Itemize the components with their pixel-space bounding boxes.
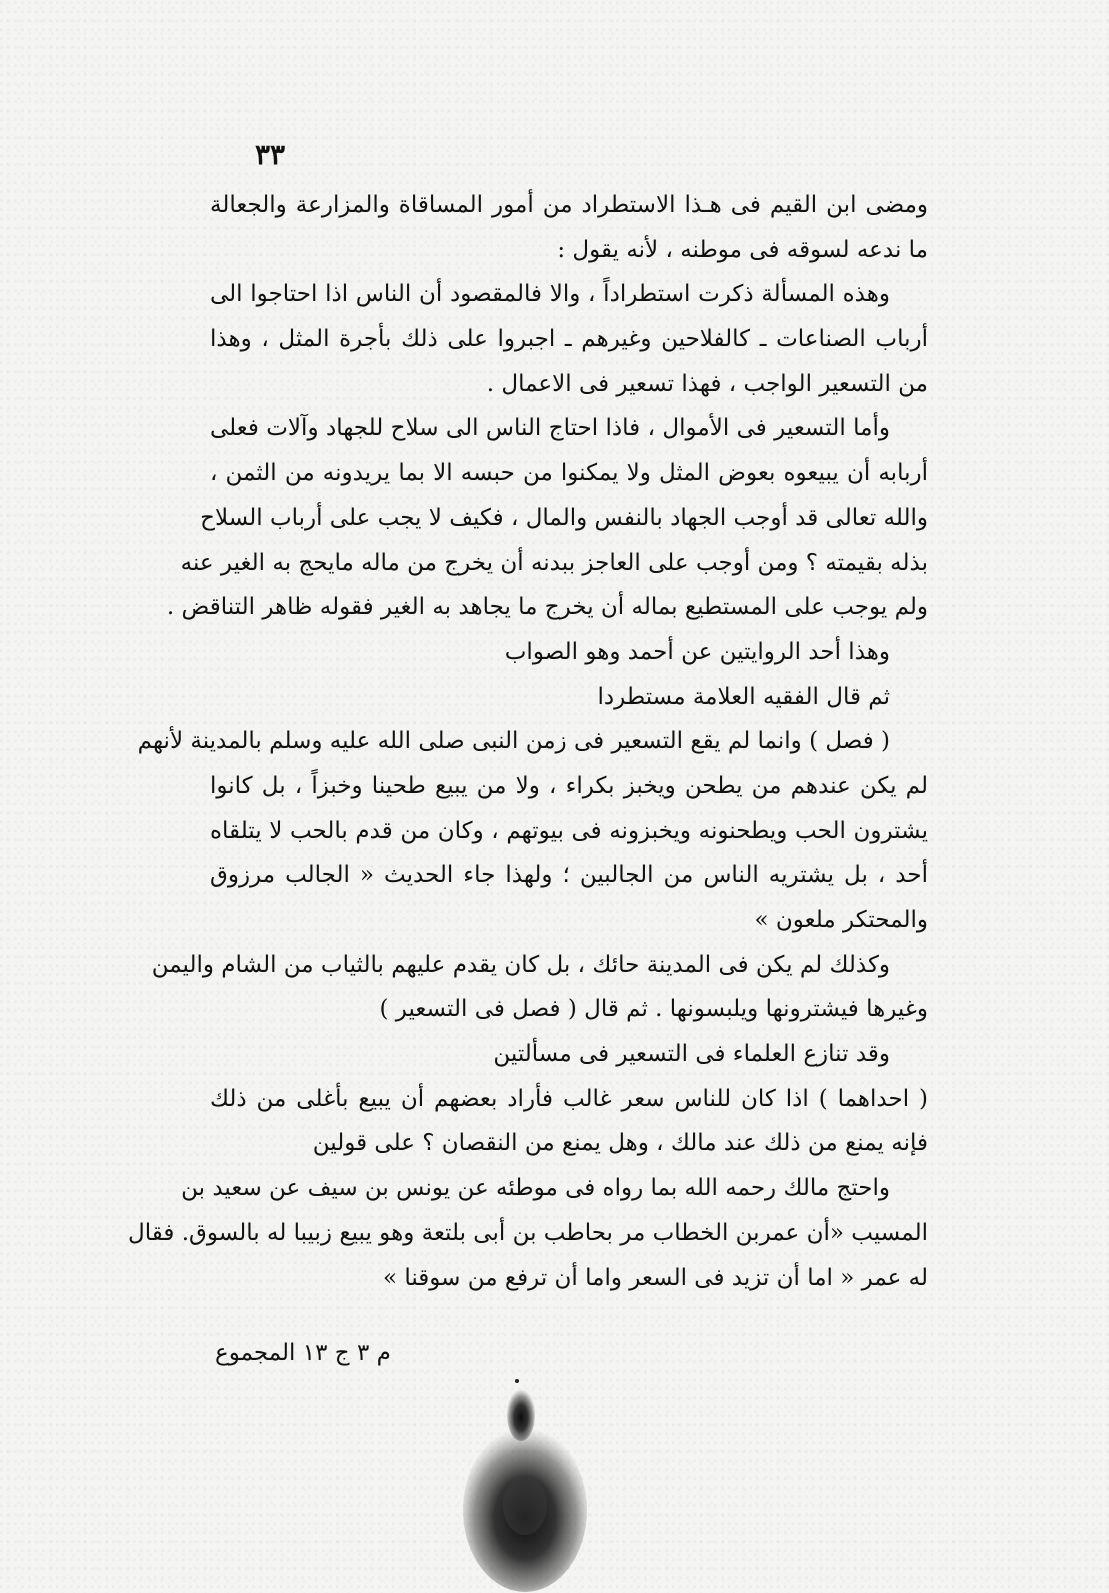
ink-smudge bbox=[455, 1375, 595, 1593]
text-line: أربابه أن يبيعوه بعوض المثل ولا يمكنوا من حبسه الا بما يريدونه من الثمن ، bbox=[210, 460, 928, 487]
text-line: ومضى ابن القيم فى هـذا الاستطراد من أمور المساقاة والمزارعة والجعالة bbox=[210, 192, 928, 218]
text-line: المسيب «أن عمربن الخطاب مر بحاطب بن أبى بلتعة وهو يبيع زبيبا له بالسوق. فقال bbox=[128, 1219, 928, 1246]
text-line: وكذلك لم يكن فى المدينة حائك ، بل كان يقدم عليهم بالثياب من الشام واليمن bbox=[151, 951, 890, 978]
text-line: وقد تنازع العلماء فى التسعير فى مسألتين bbox=[493, 1041, 890, 1068]
text-line: أرباب الصناعات ـ كالفلاحين وغيرهم ـ اجبروا على ذلك بأجرة المثل ، وهذا bbox=[210, 326, 928, 353]
text-line: أحد ، بل يشتريه الناس من الجالبين ؛ ولهذا جاء الحديث « الجالب مرزوق bbox=[210, 862, 928, 889]
page-number: ٣٣ bbox=[255, 138, 286, 171]
text-line: والله تعالى قد أوجب الجهاد بالنفس والمال ، فكيف لا يجب على أرباب السلاح bbox=[200, 504, 928, 531]
text-line: يشترون الحب ويطحنونه ويخبزونه فى بيوتهم ، وكان من قدم بالحب لا يتلقاه bbox=[210, 817, 928, 844]
text-line: ( احداهما ) اذا كان للناس سعر غالب فأراد بعضهم أن يبيع بأغلى من ذلك bbox=[210, 1085, 928, 1112]
text-line: لم يكن عندهم من يطحن ويخبز بكراء ، ولا من يبيع طحينا وخبزاً ، بل كانوا bbox=[210, 772, 928, 799]
text-line: والمحتكر ملعون » bbox=[754, 907, 928, 933]
text-line: بذله بقيمته ؟ ومن أوجب على العاجز ببدنه أن يخرج من ماله مايحج به الغير عنه bbox=[180, 549, 928, 576]
text-line: وهذه المسألة ذكرت استطراداً ، والا فالمقصود أن الناس اذا احتاجوا الى bbox=[210, 281, 890, 308]
text-line: ما ندعه لسوقه فى موطنه ، لأنه يقول : bbox=[557, 236, 928, 263]
text-line: ( فصل ) وانما لم يقع التسعير فى زمن النبى صلى الله عليه وسلم بالمدينة لأنهم bbox=[137, 728, 890, 755]
text-line: وغيرها فيشترونها ويلبسونها . ثم قال ( فصل فى التسعير ) bbox=[379, 996, 928, 1023]
text-line: له عمر « اما أن تزيد فى السعر واما أن ترفع من سوقنا » bbox=[382, 1264, 928, 1291]
text-line: وهذا أحد الروايتين عن أحمد وهو الصواب bbox=[504, 638, 890, 665]
text-line: من التسعير الواجب ، فهذا تسعير فى الاعمال . bbox=[486, 370, 928, 397]
text-line: ولم يوجب على المستطيع بماله أن يخرج ما يجاهد به الغير فقوله ظاهر التناقض . bbox=[166, 594, 928, 621]
body-text bbox=[128, 183, 928, 1300]
text-line: ثم قال الفقيه العلامة مستطردا bbox=[597, 683, 890, 710]
text-line: واحتج مالك رحمه الله بما رواه فى موطئه عن يونس بن سيف عن سعيد بن bbox=[181, 1175, 890, 1202]
text-line: فإنه يمنع من ذلك عند مالك ، وهل يمنع من النقصان ؟ على قولين bbox=[312, 1130, 928, 1157]
text-line: وأما التسعير فى الأموال ، فاذا احتاج الناس الى سلاح للجهاد وآلات فعلى bbox=[210, 415, 890, 442]
signature-mark: م ٣ ج ١٣ المجموع bbox=[215, 1340, 391, 1366]
